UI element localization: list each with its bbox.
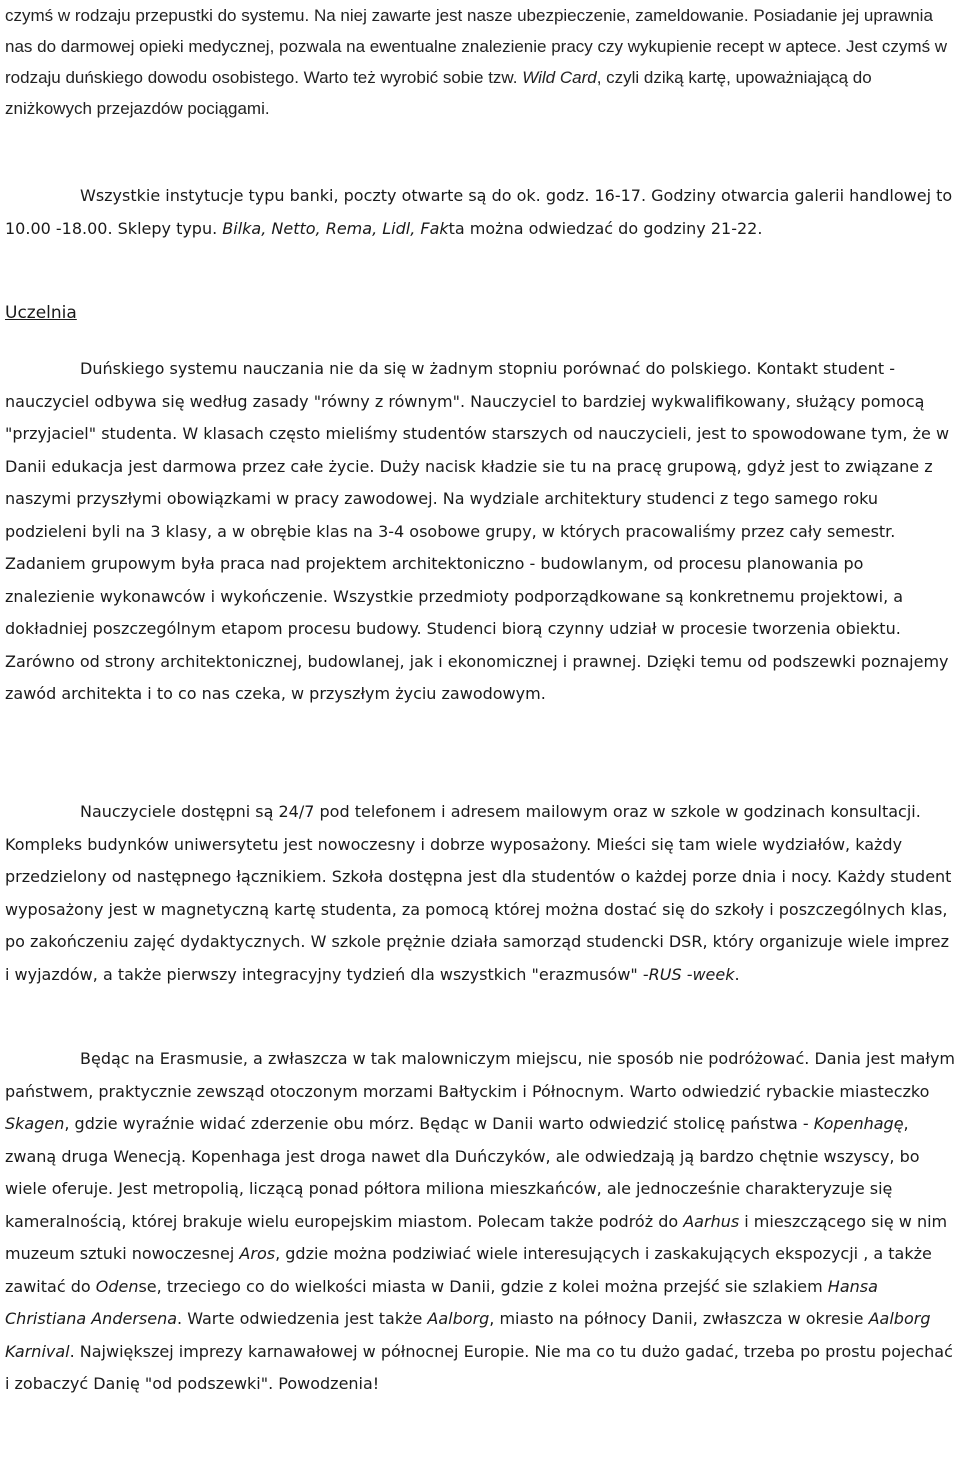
text-run: , gdzie wyraźnie widać zderzenie obu mórz. Będąc w Danii warto odwiedzić stolicę państwa -	[64, 1114, 814, 1133]
text-run: . Warte odwiedzenia jest także	[177, 1309, 428, 1328]
section-heading-uczelnia: Uczelnia	[5, 303, 77, 323]
paragraph-opening-hours	[5, 180, 957, 245]
italic-text-run: Wild Card	[522, 68, 597, 87]
text-run: Będąc na Erasmusie, a zwłaszcza w tak malowniczym miejscu, nie sposób nie podróżować. Dania jest małym państwem, praktycznie zewsząd otoczonym morzami Bałtyckim i Północnym. Warto odwiedzić rybackie miasteczko	[5, 1049, 956, 1101]
italic-text-run: Aros	[239, 1244, 276, 1263]
text-run: .	[734, 964, 740, 984]
text-run: ta można odwiedzać do godziny 21-22.	[448, 218, 763, 238]
paragraph-teachers-campus	[5, 796, 957, 991]
text-run: , zwaną druga Wenecją. Kopenhaga jest droga nawet dla Duńczyków, ale odwiedzają ją bardzo chętnie wszyscy, bo wiele oferuje. Jest metropolią, liczącą ponad półtora miliona mieszkańców, ale jednocześnie charakteryzuje się kameralnością, której brakuje wielu europejskim miastom. Polecam także podróż do	[5, 1114, 920, 1231]
paragraph-education-system	[5, 353, 957, 711]
text-run: . Największej imprezy karnawałowej w północnej Europie. Nie ma co tu dużo gadać, trzeba po prostu pojechać i zobaczyć Danię "od podszewki". Powodzenia!	[5, 1341, 953, 1393]
text-run: Duńskiego systemu nauczania nie da się w żadnym stopniu porównać do polskiego. Kontakt student - nauczyciel odbywa się według zasady "równy z równym". Nauczyciel to bardziej wykwalifikowany, służący pomocą "przyjaciel" studenta. W klasach często mieliśmy studentów starszych od nauczycieli, jest to spowodowane tym, że w Danii edukacja jest darmowa przez całe życie. Duży nacisk kładzie sie tu na pracę grupową, gdyż jest to związane z naszymi przyszłymi obowiązkami w pracy zawodowej. Na wydziale architektury studenci z tego samego roku podzieleni byli na 3 klasy, a w obrębie klas na 3-4 osobowe grupy, w których pracowaliśmy przez cały semestr. Zadaniem grupowym była praca nad projektem architektoniczno - budowlanym, od procesu planowania po znalezienie wykonawców i wykończenie. Wszystkie przedmioty podporządkowane są konkretnemu projektowi, a dokładniej poszczególnym etapom procesu budowy. Studenci biorą czynny udział w procesie tworzenia obiektu. Zarówno od strony architektonicznej, budowlanej, jak i ekonomicznej i prawnej. Dzięki temu od podszewki poznajemy zawód architekta i to co nas czeka, w przyszłym życiu zawodowym.	[5, 359, 950, 703]
text-run: i mieszczącego się w nim muzeum sztuki nowoczesnej	[5, 1211, 948, 1263]
italic-text-run: RUS -week	[648, 964, 735, 984]
italic-text-run: Bilka, Netto, Rema, Lidl, Fak	[222, 218, 449, 238]
text-run: , gdzie można podziwiać wiele interesujących i zaskakujących ekspozycji , a także zawitać do	[5, 1244, 932, 1296]
italic-text-run: Aalborg	[427, 1309, 490, 1328]
text-run: , czyli dziką kartę, upoważniającą do zniżkowych przejazdów pociągami.	[5, 68, 872, 118]
paragraph-residence-card	[5, 0, 957, 124]
text-run: Nauczyciele dostępni są 24/7 pod telefonem i adresem mailowym oraz w szkole w godzinach konsultacji. Kompleks budynków uniwersytetu jest nowoczesny i dobrze wyposażony. Mieści się tam wiele wydziałów, każdy przedzielony od następnego łącznikiem. Szkoła dostępna jest dla studentów o każdej porze dnia i nocy. Każdy student wyposażony jest w magnetyczną kartę studenta, za pomocą której można dostać się do szkoły i poszczególnych klas, po zakończeniu zajęć dydaktycznych. W szkole prężnie działa samorząd studencki DSR, który organizuje wiele imprez i wyjazdów, a także pierwszy integracyjny tydzień dla wszystkich "erazmusów" -	[5, 802, 952, 984]
text-run: Wszystkie instytucje typu banki, poczty otwarte są do ok. godz. 16-17. Godziny otwarcia galerii handlowej to 10.00 -18.00. Sklepy typu.	[5, 186, 953, 238]
text-run: czymś w rodzaju przepustki do systemu. Na niej zawarte jest nasze ubezpieczenie, zameldowanie. Posiadanie jej uprawnia nas do darmowej opieki medycznej, pozwala na ewentualne znalezienie pracy czy wykupienie recept w aptece. Jest czymś w rodzaju duńskiego dowodu osobistego. Warto też wyrobić sobie tzw.	[5, 6, 948, 87]
italic-text-run: Kopenhagę	[813, 1114, 904, 1133]
text-run: se, trzeciego co do wielkości miasta w Danii, gdzie z kolei można przejść sie szlakiem	[138, 1276, 828, 1296]
paragraph-travel	[5, 1043, 957, 1401]
italic-text-run: Aarhus	[683, 1211, 740, 1231]
italic-text-run: Aalborg Karnival	[5, 1309, 931, 1361]
italic-text-run: Hansa Christiana Andersena	[5, 1276, 878, 1328]
italic-text-run: Oden	[95, 1276, 139, 1296]
italic-text-run: Skagen	[5, 1114, 65, 1133]
text-run: , miasto na północy Danii, zwłaszcza w okresie	[489, 1309, 869, 1328]
